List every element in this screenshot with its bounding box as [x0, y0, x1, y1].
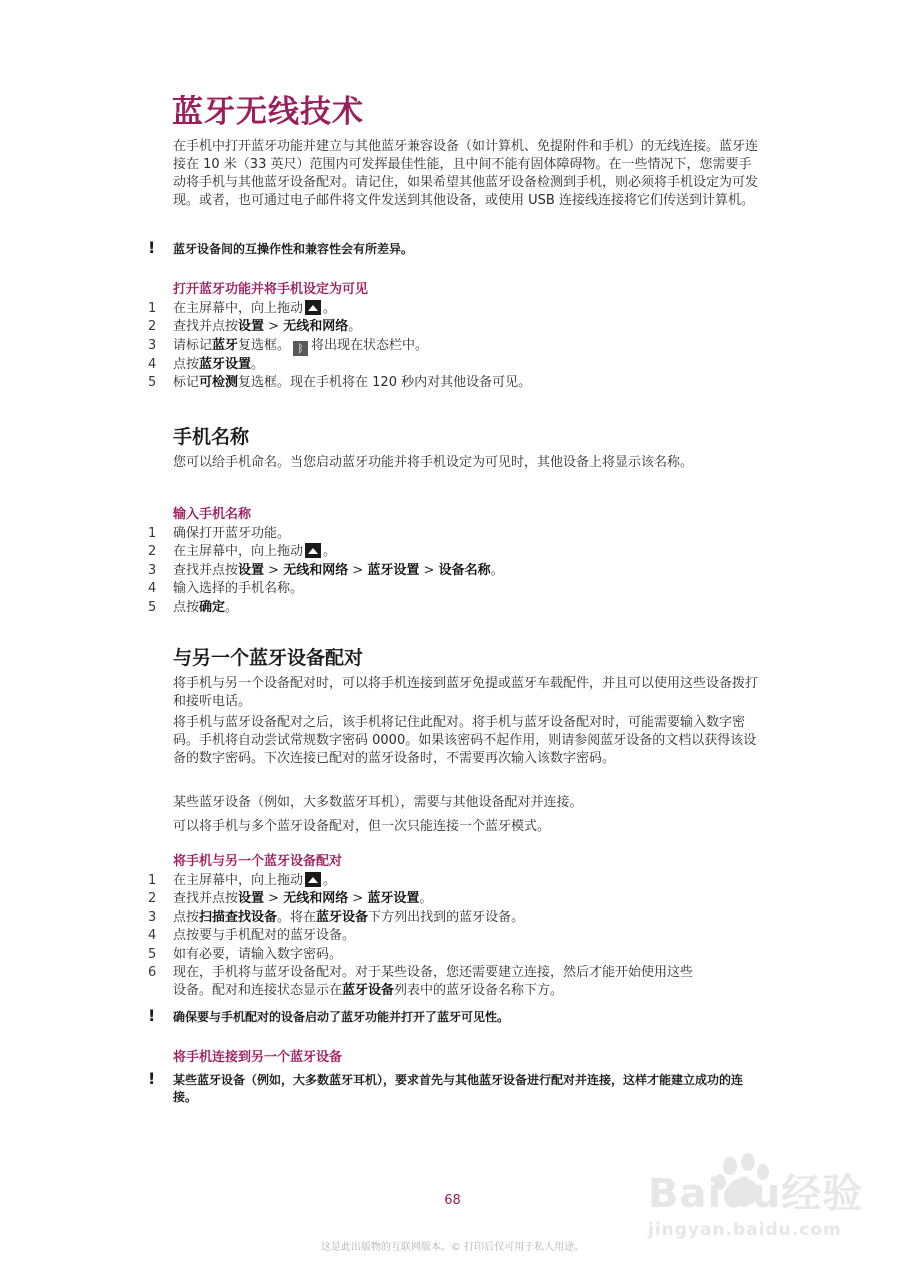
heading-phone-name: 手机名称: [173, 426, 250, 448]
list-item: 4 点按蓝牙设置。: [148, 356, 265, 372]
list-item: 2 在主屏幕中，向上拖动 。: [148, 544, 337, 560]
subhead-enter-name: 输入手机名称: [173, 507, 252, 522]
list-item: 5 点按确定。: [148, 599, 239, 615]
list-item: 5 标记可检测复选框。现在手机将在 120 秒内对其他设备可见。: [148, 375, 532, 391]
list-item: 3 请标记蓝牙复选框。 ᛒ 将出现在状态栏中。: [148, 337, 429, 355]
steps-pair-device: [148, 872, 760, 1001]
list-item: 1 在主屏幕中，向上拖动 。: [148, 873, 337, 888]
list-item: 2 查找并点按设置 > 无线和网络。: [148, 319, 362, 335]
intro-paragraph: 在手机中打开蓝牙功能并建立与其他蓝牙兼容设备（如计算机、免提附件和手机）的无线连接。蓝牙连接在 10 米（33 英尺）范围内可发挥最佳性能，且中间不能有固体障碍物。在一些情况下，您需要手动将手机与其他蓝牙设备配对。请记住，如果希望其他蓝牙设备检测到手机，则必须将手机设定为可发现。或者，也可通过电子邮件将文件发送到其他设备，或使用 USB 连接线连接将它们传送到计算机。: [173, 139, 759, 208]
note-pair-visibility: ! 确保要与手机配对的设备启动了蓝牙功能并打开了蓝牙可见性。: [148, 1006, 510, 1025]
watermark-brand: Baidu经验: [648, 1171, 864, 1217]
heading-pair-device: 与另一个蓝牙设备配对: [173, 647, 364, 669]
exclamation-icon: !: [148, 1069, 156, 1088]
watermark-url: jingyan.baidu.com: [648, 1220, 842, 1240]
pair-paragraph-2: 将手机与蓝牙设备配对之后，该手机将记住此配对。将手机与蓝牙设备配对时，可能需要输入数字密码。手机将自动尝试常规数字密码 0000。如果该密码不起作用，则请参阅蓝牙设备的文档以获得该设备的数字密码。下次连接已配对的蓝牙设备时，不需要再次输入该数字密码。: [173, 715, 757, 766]
list-item: 2 查找并点按设置 > 无线和网络 > 蓝牙设置。: [148, 891, 433, 907]
pair-paragraph-3: 某些蓝牙设备（例如，大多数蓝牙耳机），需要与其他设备配对并连接。: [173, 795, 583, 810]
page-number: 68: [444, 1193, 461, 1208]
chevron-up-icon: [305, 872, 321, 887]
subhead-pair-steps: 将手机与另一个蓝牙设备配对: [173, 854, 343, 869]
note-interoperability: ! 蓝牙设备间的互操作性和兼容性会有所差异。: [148, 238, 414, 257]
phone-name-paragraph: 您可以给手机命名。当您启动蓝牙功能并将手机设定为可见时，其他设备上将显示该名称。: [173, 455, 694, 470]
pair-paragraph-1: 将手机与另一个设备配对时，可以将手机连接到蓝牙免提或蓝牙车载配件，并且可以使用这些设备拨打和接听电话。: [173, 676, 759, 709]
note-connect: ! 某些蓝牙设备（例如，大多数蓝牙耳机），要求首先与其他蓝牙设备进行配对并连接，这样才能建立成功的连接。: [148, 1069, 744, 1104]
steps-enable-bluetooth: [148, 300, 760, 393]
list-item: 3 查找并点按设置 > 无线和网络 > 蓝牙设置 > 设备名称。: [148, 562, 504, 578]
list-item: 6 现在，手机将与蓝牙设备配对。对于某些设备，您还需要建立连接，然后才能开始使用这些设备。配对和连接状态显示在蓝牙设备列表中的蓝牙设备名称下方。: [148, 965, 694, 999]
chevron-up-icon: [305, 543, 321, 558]
chevron-up-icon: [305, 300, 321, 315]
list-item: 3 点按扫描查找设备。将在蓝牙设备下方列出找到的蓝牙设备。: [148, 909, 525, 925]
pair-paragraph-4: 可以将手机与多个蓝牙设备配对，但一次只能连接一个蓝牙模式。: [173, 819, 551, 834]
exclamation-icon: !: [148, 1006, 156, 1025]
page-title: 蓝牙无线技术: [172, 94, 364, 130]
subhead-connect-device: 将手机连接到另一个蓝牙设备: [173, 1050, 343, 1065]
bluetooth-icon: ᛒ: [293, 341, 308, 356]
list-item: 4 点按要与手机配对的蓝牙设备。: [148, 928, 356, 944]
list-item: 4 输入选择的手机名称。: [148, 581, 304, 597]
footer-notice: 这是此出版物的互联网版本。© 打印后仅可用于私人用途。: [320, 1242, 585, 1253]
steps-enter-name: [148, 525, 760, 617]
list-item: 5 如有必要，请输入数字密码。: [148, 946, 343, 962]
exclamation-icon: !: [148, 238, 156, 257]
subhead-enable-bluetooth: 打开蓝牙功能并将手机设定为可见: [173, 282, 369, 297]
list-item: 1 在主屏幕中，向上拖动 。: [148, 301, 337, 316]
list-item: 1 确保打开蓝牙功能。: [148, 526, 291, 541]
